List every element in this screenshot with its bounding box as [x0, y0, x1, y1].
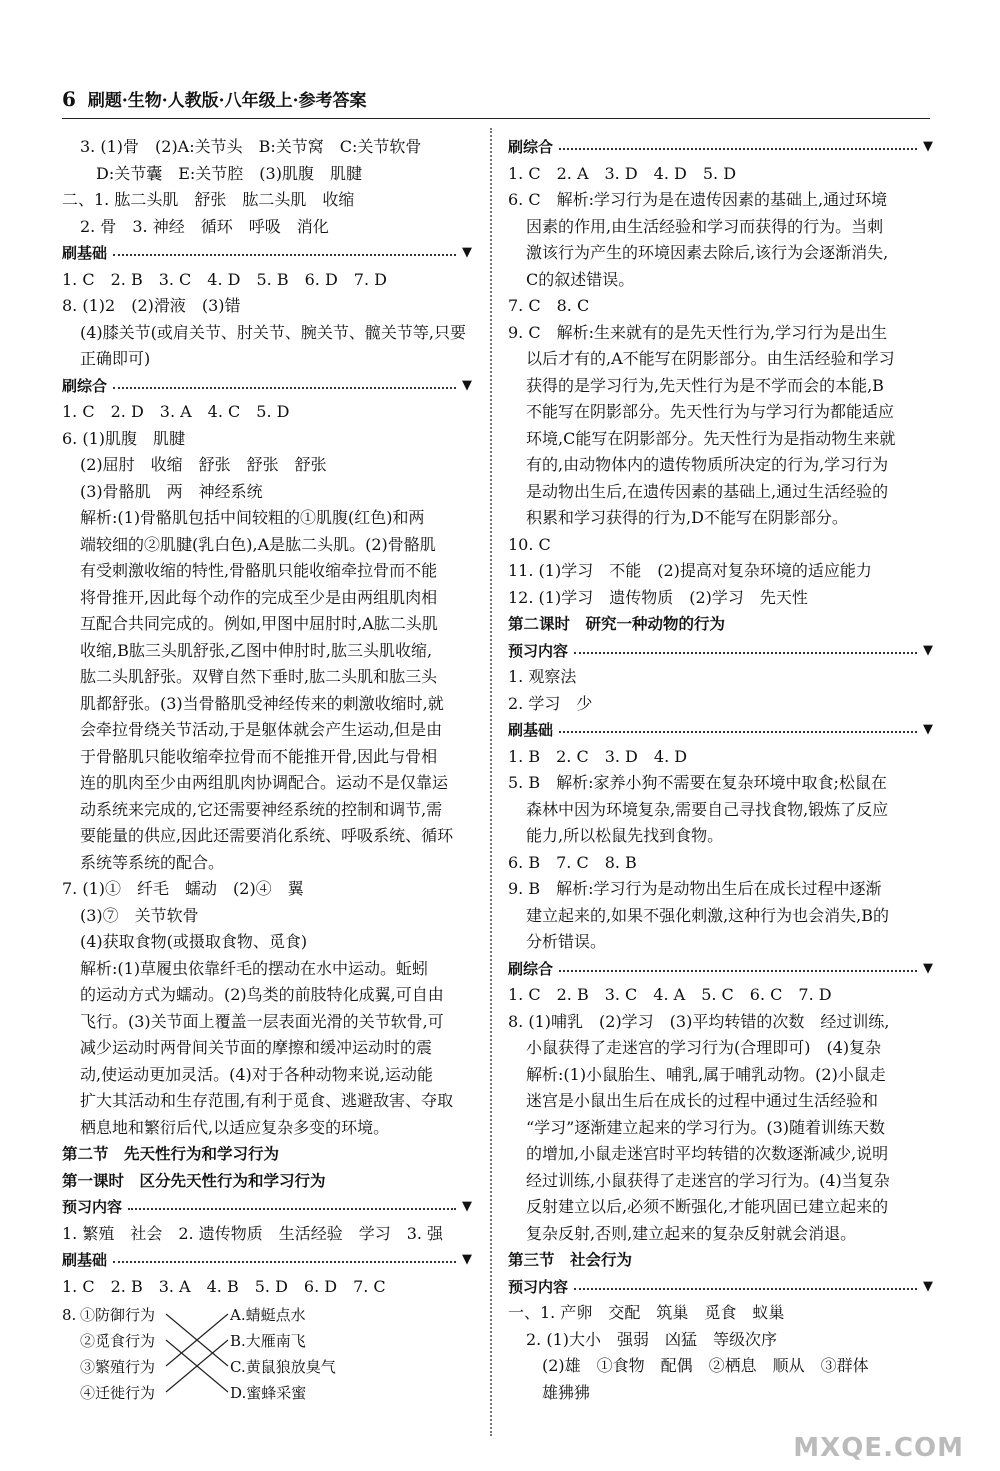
answer-line: 不能写在阴影部分。先天性行为与学习行为都能适应: [526, 402, 895, 421]
answer-line: 迷宫是小鼠出生后在成长的过程中通过生活经验和: [526, 1091, 879, 1110]
section-heading-label: 刷基础: [62, 1251, 108, 1269]
answer-line: 互配合共同完成的。例如,甲图中屈肘时,A肱二头肌: [80, 614, 438, 633]
answer-line: 会牵拉骨绕关节活动,于是躯体就会产生运动,但是由: [80, 720, 443, 739]
answer-line: 1. C 2. B 3. A 4. B 5. D 6. D 7. C: [62, 1276, 386, 1296]
answer-line: 于骨骼肌只能收缩牵拉骨而不能推开骨,因此与骨相: [80, 746, 438, 766]
dotted-leader: [574, 1288, 917, 1290]
dotted-leader: [113, 254, 456, 256]
dotted-leader: [113, 387, 456, 389]
answer-line: 要能量的供应,因此还需要消化系统、呼吸系统、循环: [80, 826, 454, 845]
lesson-title: 第一课时 区分先天性行为和学习行为: [62, 1171, 326, 1190]
answer-line: 9. B 解析:学习行为是动物出生后在成长过程中逐渐: [508, 879, 882, 898]
answer-line: (2)屈肘 收缩 舒张 舒张 舒张: [80, 455, 327, 474]
header-rule: [62, 118, 930, 119]
triangle-down-icon: ▼: [923, 642, 933, 658]
matching-diagram: [62, 1300, 362, 1412]
answer-line: 5. B 解析:家养小狗不需要在复杂环境中取食;松鼠在: [508, 773, 887, 792]
answer-line: 1. C 2. A 3. D 4. D 5. D: [508, 163, 737, 183]
match-right-item: C.黄鼠狼放臭气: [230, 1358, 336, 1376]
section-heading: [62, 373, 472, 400]
match-left-item: ①防御行为: [80, 1306, 156, 1324]
section-heading: [62, 240, 472, 267]
answer-line: 1. 观察法: [508, 667, 577, 686]
section-heading-label: 刷基础: [62, 244, 108, 262]
section-heading-label: 预习内容: [62, 1198, 123, 1216]
answer-line: 扩大其活动和生存范围,有利于觅食、逃避敌害、夺取: [80, 1091, 454, 1110]
answer-line: (3)骨骼肌 两 神经系统: [80, 481, 263, 501]
dotted-leader: [128, 1208, 456, 1210]
dotted-leader: [574, 652, 917, 654]
answer-line: 环境,C能写在阴影部分。先天性行为是指动物生来就: [526, 428, 896, 448]
answer-line: 端较细的②肌腱(乳白色),A是肱二头肌。(2)骨骼肌: [80, 534, 436, 554]
dotted-leader: [113, 1261, 456, 1263]
answer-line: 10. C: [508, 534, 551, 554]
answer-line: 的增加,小鼠走迷宫时平均转错的次数逐渐减少,说明: [526, 1144, 889, 1163]
answer-line: 6. B 7. C 8. B: [508, 852, 637, 872]
section-heading-label: 刷综合: [508, 138, 554, 156]
answer-line: 动系统来完成的,它还需要神经系统的控制和调节,需: [80, 799, 443, 819]
answer-line: 1. C 2. D 3. A 4. C 5. D: [62, 402, 290, 421]
answer-line: 系统等系统的配合。: [80, 852, 225, 872]
triangle-down-icon: ▼: [462, 245, 472, 260]
answer-line: 肌都舒张。(3)当骨骼肌受神经传来的刺激收缩时,就: [80, 693, 444, 713]
answer-line: 肱二头肌舒张。双臂自然下垂时,肱二头肌和肱三头: [80, 667, 438, 686]
answer-line: 解析:(1)骨骼肌包括中间较粗的①肌腹(红色)和两: [80, 508, 425, 527]
answer-line: 7. (1)① 纤毛 蠕动 (2)④ 翼: [62, 879, 304, 898]
section-heading: [508, 134, 933, 161]
triangle-down-icon: ▼: [462, 1252, 472, 1267]
section-heading: [508, 638, 933, 665]
lesson-title: 第二课时 研究一种动物的行为: [508, 615, 726, 633]
triangle-down-icon: ▼: [462, 377, 472, 393]
triangle-down-icon: ▼: [923, 1278, 933, 1294]
question-number: 8.: [62, 1306, 77, 1324]
answer-line: 解析:(1)草履虫依靠纤毛的摆动在水中运动。蚯蚓: [80, 958, 429, 978]
answer-line: 飞行。(3)关节面上覆盖一层表面光滑的关节软骨,可: [80, 1011, 444, 1031]
answer-line: 动,使运动更加灵活。(4)对于各种动物来说,运动能: [80, 1064, 433, 1084]
answer-line: 建立起来的,如果不强化刺激,这种行为也会消失,B的: [526, 905, 890, 925]
watermark-text: MXQE.COM: [793, 1433, 964, 1463]
triangle-down-icon: ▼: [923, 960, 933, 976]
answer-line: 经过训练,小鼠获得了走迷宫的学习行为。(4)当复杂: [526, 1170, 890, 1190]
answer-line: 栖息地和繁衍后代,以适应复杂多变的环境。: [80, 1117, 390, 1137]
answer-line: 获得的是学习行为,先天性行为是不学而会的本能,B: [526, 375, 884, 395]
section-heading: [508, 1274, 933, 1301]
page-header: [62, 86, 367, 111]
answer-line: 收缩,B肱三头肌舒张,乙图中伸肘时,肱三头肌收缩,: [80, 640, 433, 660]
answer-line: 9. C 解析:生来就有的是先天性行为,学习行为是出生: [508, 322, 888, 342]
dotted-leader: [559, 148, 917, 150]
answer-line: 2. 学习 少: [508, 693, 593, 713]
left-column: [62, 134, 472, 1412]
answer-line: 复杂反射,否则,建立起来的复杂反射就会消退。: [526, 1223, 857, 1243]
lesson-title: 第三节 社会行为: [508, 1251, 633, 1269]
section-heading-label: 刷综合: [508, 959, 554, 978]
answer-line: 解析:(1)小鼠胎生、哺乳,属于哺乳动物。(2)小鼠走: [526, 1064, 886, 1084]
answer-line: 6. (1)肌腹 肌腱: [62, 428, 186, 448]
answer-line: 2. (1)大小 强弱 凶猛 等级次序: [526, 1329, 778, 1349]
dotted-leader: [559, 731, 917, 733]
answer-line: 12. (1)学习 遗传物质 (2)学习 先天性: [508, 587, 808, 607]
answer-line: 是动物出生后,在遗传因素的基础上,通过生活经验的: [526, 481, 889, 501]
answer-line: 反射建立以后,必须不断强化,才能巩固已建立起来的: [526, 1197, 889, 1216]
dotted-leader: [559, 970, 917, 972]
triangle-down-icon: ▼: [923, 139, 933, 154]
answer-line: 1. 繁殖 社会 2. 遗传物质 生活经验 学习 3. 强: [62, 1223, 444, 1243]
match-left-item: ④迁徙行为: [80, 1384, 156, 1402]
answer-line: 3. (1)骨 (2)A:关节头 B:关节窝 C:关节软骨: [80, 137, 422, 156]
answer-line: “学习”逐渐建立起来的学习行为。(3)随着训练天数: [526, 1117, 886, 1137]
match-left-item: ②觅食行为: [80, 1332, 156, 1350]
section-heading: [62, 1247, 472, 1274]
answer-line: 1. B 2. C 3. D 4. D: [508, 746, 688, 766]
answer-line: 森林中因为环境复杂,需要自己寻找食物,锻炼了反应: [526, 799, 889, 819]
answer-line: 11. (1)学习 不能 (2)提高对复杂环境的适应能力: [508, 561, 872, 580]
answer-line: 有受刺激收缩的特性,骨骼肌只能收缩牵拉骨而不能: [80, 561, 438, 580]
section-heading: [62, 1194, 472, 1221]
answer-line: 分析错误。: [526, 932, 607, 951]
triangle-down-icon: ▼: [923, 722, 933, 737]
right-column: [508, 134, 933, 1406]
match-left-item: ③繁殖行为: [80, 1358, 156, 1376]
answer-line: C的叙述错误。: [526, 269, 635, 289]
match-lines: [62, 1300, 362, 1412]
answer-line: 以后才有的,A不能写在阴影部分。由生活经验和学习: [526, 349, 895, 368]
answer-line: (4)获取食物(或摄取食物、觅食): [80, 932, 308, 951]
answer-line: 8. (1)哺乳 (2)学习 (3)平均转错的次数 经过训练,: [508, 1011, 890, 1031]
column-divider: [490, 128, 492, 1436]
answer-line: 有的,由动物体内的遗传物质所决定的行为,学习行为: [526, 455, 889, 474]
answer-line: 雄狒狒: [542, 1382, 591, 1402]
page-number: 6: [62, 87, 76, 111]
answer-line: 2. 骨 3. 神经 循环 呼吸 消化: [80, 216, 329, 236]
answer-line: 连的肌肉至少由两组肌肉协调配合。运动不是仅靠运: [80, 773, 449, 792]
answer-line: 8. (1)2 (2)滑液 (3)错: [62, 296, 241, 315]
answer-line: 因素的作用,由生活经验和学习而获得的行为。当刺: [526, 216, 884, 236]
answer-line: (3)⑦ 关节软骨: [80, 905, 199, 925]
answer-line: 6. C 解析:学习行为是在遗传因素的基础上,通过环境: [508, 190, 888, 209]
answer-line: 小鼠获得了走迷宫的学习行为(合理即可) (4)复杂: [526, 1038, 882, 1057]
section-heading: [508, 717, 933, 744]
answer-line: 的运动方式为蠕动。(2)鸟类的前肢特化成翼,可自由: [80, 985, 444, 1004]
answer-line: 一、1. 产卵 交配 筑巢 觅食 蚁巢: [508, 1303, 785, 1322]
answer-line: 正确即可): [80, 349, 151, 368]
match-right-item: B.大雁南飞: [230, 1332, 306, 1350]
answer-line: (4)膝关节(或肩关节、肘关节、腕关节、髋关节等,只要: [80, 322, 466, 342]
section-heading-label: 预习内容: [508, 1277, 569, 1296]
answer-line: 积累和学习获得的行为,D不能写在阴影部分。: [526, 508, 848, 527]
answer-line: 7. C 8. C: [508, 296, 590, 315]
answer-line: 将骨推开,因此每个动作的完成至少是由两组肌肉相: [80, 587, 438, 607]
section-heading: [508, 956, 933, 983]
section-heading-label: 预习内容: [508, 641, 569, 660]
answer-line: D:关节囊 E:关节腔 (3)肌腹 肌腱: [96, 163, 362, 183]
answer-line: 1. C 2. B 3. C 4. D 5. B 6. D 7. D: [62, 269, 387, 289]
answer-line: 二、1. 肱二头肌 舒张 肱二头肌 收缩: [62, 190, 355, 209]
answer-line: 1. C 2. B 3. C 4. A 5. C 6. C 7. D: [508, 985, 832, 1004]
answer-line: 激该行为产生的环境因素去除后,该行为会逐渐消失,: [526, 243, 889, 262]
match-right-item: A.蜻蜓点水: [230, 1306, 306, 1324]
answer-line: 减少运动时两骨间关节面的摩擦和缓冲运动时的震: [80, 1038, 433, 1057]
answer-line: 能力,所以松鼠先找到食物。: [526, 826, 724, 845]
triangle-down-icon: ▼: [462, 1199, 472, 1214]
answer-line: (2)雄 ①食物 配偶 ②栖息 顺从 ③群体: [542, 1356, 869, 1375]
lesson-title: 第二节 先天性行为和学习行为: [62, 1145, 280, 1163]
section-heading-label: 刷基础: [508, 721, 554, 739]
section-heading-label: 刷综合: [62, 376, 108, 395]
header-title: 刷题·生物·人教版·八年级上·参考答案: [87, 91, 367, 111]
match-right-item: D.蜜蜂采蜜: [230, 1384, 307, 1402]
